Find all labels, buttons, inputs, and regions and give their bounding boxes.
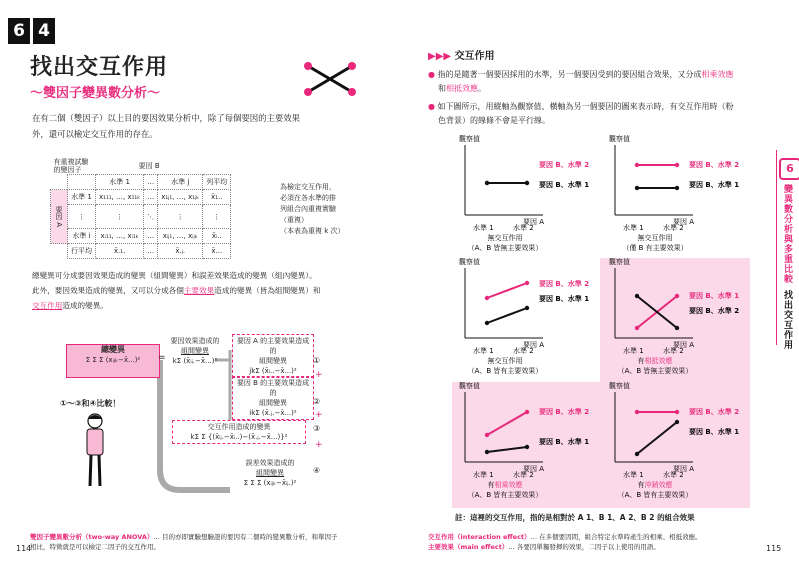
x-axis-label: 要因 A [673, 218, 695, 226]
page-title: 找出交互作用 [30, 55, 169, 80]
x-axis-label: 要因 A [673, 341, 695, 349]
intro-paragraph: 在有二個（雙因子）以上目的要因效果分析中，除了每個要因的主要效果 外，還可以檢定交互作用的存在。 [32, 113, 300, 139]
data-point [485, 296, 489, 300]
compare-note: ①〜③和④比較！ [60, 399, 121, 408]
series-label-bottom: 要因 B、水準 1 [689, 428, 740, 436]
chart-caption: 無交互作用 [637, 234, 673, 242]
charts-note: 註：這裡的交互作用，指的是相對於 A 1、B 1、A 2、B 2 的組合效果 [455, 513, 695, 522]
chart-caption-sub: （A、B 皆有主要效果） [467, 491, 543, 499]
page-number-right: 115 [766, 544, 782, 553]
y-axis-label: 觀察值 [609, 135, 630, 143]
x-tick-label: 水準 1 [623, 224, 644, 232]
chart-caption: 無交互作用 [487, 234, 523, 242]
series-label-top: 要因 B、水準 2 [689, 161, 740, 169]
series-label-top: 要因 B、水準 2 [539, 408, 590, 416]
data-point [675, 326, 679, 330]
y-axis-label: 觀察值 [459, 258, 480, 266]
plus-2: + [315, 410, 323, 420]
chapter-digit-1: 6 [8, 18, 30, 44]
num-1: ① [313, 356, 321, 365]
x-axis-label: 要因 A [523, 218, 545, 226]
right-footer: 交互作用（interaction effect）… 在多個要因間，組合特定水準時產生的相乘、相抵效應。 主要效果（main effect）… 各要因單獨發揮的效果，二因子以上使用的用語。 [428, 533, 702, 551]
error-variance-box: 誤差效果造成的 組間變異 Σ Σ Σ (xᵢⱼₖ−x̄ᵢⱼ.)² [243, 459, 297, 487]
bullet-1: ● 指的是隨著一個要因採用的水準，另一個要因受到的要因組合效果，又分成相乘效應 和相抵效應。 [428, 70, 734, 93]
y-axis-label: 觀察值 [609, 258, 630, 266]
main-effect-a-box: 要因 A 的主要效果造成的 組間變異 jkΣ (x̄ᵢ..−x̄...)² [232, 334, 314, 378]
interaction-variance-box: 交互作用造成的變異 kΣ Σ {(x̄ᵢⱼ.−x̄ᵢ..)−(x̄.ⱼ.−x̄...)}² [172, 420, 306, 444]
total-variance-box: 總變異 Σ Σ Σ (xᵢⱼₖ−x̄...)² [66, 344, 160, 378]
chart-caption-sub: （A、B 皆有主要效果） [617, 491, 693, 499]
y-axis-label: 觀察值 [459, 135, 480, 143]
plus-1: + [315, 370, 323, 380]
series-label-top: 要因 B、水準 2 [539, 280, 590, 288]
series-label-top: 要因 B、水準 2 [689, 408, 740, 416]
plus-3: + [315, 440, 323, 450]
page-subtitle: 〜雙因子變異數分析〜 [30, 86, 161, 101]
data-point [635, 452, 639, 456]
data-table: 有重複試驗 的變因子 要因 B 水準 1 … 水準 j 列平均 要因 A 水準 1 x₁₁₁, …, x₁₁ₖ … x₁ⱼ₁, …, x₁ⱼₖ x̄₁.. ⋮ ⋮ ⋱ ⋮ ⋮ 水準 i xᵢ₁₁, …, xᵢ₁ₖ … xᵢⱼ₁, …, xᵢⱼₖ x̄ᵢ.. 行平均 x̄.₁. … x̄.ⱼ. x̄... [50, 158, 231, 259]
series-line-bottom [637, 422, 677, 454]
series-line-bottom [487, 447, 527, 452]
x-axis-label: 要因 A [523, 465, 545, 473]
num-3: ③ [313, 424, 321, 433]
chart-caption: 有沖銷效應 [637, 481, 673, 489]
between-variance-box: 要因效果造成的 組間變異 kΣ (x̄ᵢⱼ.−x̄...)² [170, 337, 220, 365]
num-4: ④ [313, 466, 321, 475]
left-footer: 雙因子變異數分析（two-way ANOVA）… 目的亦即實驗想驗證的要因有二個時的變異數分析，和單因子 相比，特徵就是可以檢定二因子的交互作用。 [30, 533, 338, 551]
chapter-digit-2: 4 [33, 18, 55, 44]
data-point [485, 321, 489, 325]
data-point [525, 306, 529, 310]
data-point [675, 410, 679, 414]
series-label-top: 要因 B、水準 1 [689, 292, 740, 300]
main-effect-b-box: 要因 B 的主要效果造成的 組間變異 ikΣ (x̄.ⱼ.−x̄...)² [232, 376, 314, 420]
x-tick-label: 水準 1 [623, 471, 644, 479]
x-tick-label: 水準 1 [473, 347, 494, 355]
data-point [635, 326, 639, 330]
series-label-bottom: 要因 B、水準 2 [689, 307, 740, 315]
x-tick-label: 水準 2 [513, 347, 534, 355]
data-point [635, 186, 639, 190]
data-point [675, 294, 679, 298]
x-tick-label: 水準 2 [513, 224, 534, 232]
data-point [525, 410, 529, 414]
data-point [525, 445, 529, 449]
series-label-bottom: 要因 B、水準 1 [539, 181, 590, 189]
series-label-top: 要因 B、水準 2 [539, 161, 590, 169]
chart-caption: 無交互作用 [487, 357, 523, 365]
chart-caption-sub: （A、B 皆有主要效果） [467, 367, 543, 375]
chart-caption-sub: （A、B 皆無主要效果） [617, 367, 693, 375]
variance-paragraph: 總變異可分成要因效果造成的變異（組間變異）和誤差效果造成的變異（組內變異）。 此外，要因效果造成的變異，又可以分成各個主要效果造成的變異（皆為組間變異）和 交互作用造成的變異。 [32, 271, 321, 310]
x-tick-label: 水準 2 [663, 224, 684, 232]
series-line-top [487, 283, 527, 298]
data-point [635, 163, 639, 167]
x-tick-label: 水準 2 [663, 471, 684, 479]
series-line-bottom [487, 308, 527, 323]
sidebar-section-title: 找出交互作用 [782, 290, 792, 350]
x-tick-label: 水準 2 [663, 347, 684, 355]
series-label-bottom: 要因 B、水準 1 [689, 181, 740, 189]
chart-caption: 有相乘效應 [487, 481, 523, 489]
series-label-bottom: 要因 B、水準 1 [539, 295, 590, 303]
page-number-left: 114 [16, 544, 32, 553]
data-point [675, 420, 679, 424]
chart-caption-sub: （A、B 皆無主要效果） [467, 244, 543, 252]
bullet-2: ● 如下圖所示，用縱軸為觀察值、橫軸為另一個要因的圖來表示時，有交互作用時（粉 色背景）的線條不會是平行線。 [428, 102, 734, 125]
sidebar-chapter-num: 6 [779, 158, 799, 180]
data-point [525, 281, 529, 285]
table-side-note: 為檢定交互作用， 必須在各水準的排 列組合內重複實驗 （重複） （本表為重複 k 次） [280, 183, 345, 235]
data-point [635, 294, 639, 298]
chart-caption: 有相抵效應 [637, 357, 673, 365]
series-line-top [487, 412, 527, 435]
data-point [525, 181, 529, 185]
data-point [635, 410, 639, 414]
num-2: ② [313, 397, 321, 406]
data-point [485, 450, 489, 454]
x-tick-label: 水準 2 [513, 471, 534, 479]
chart-caption-sub: （僅 B 有主要效果） [622, 244, 688, 252]
x-tick-label: 水準 1 [623, 347, 644, 355]
y-axis-label: 觀察值 [459, 382, 480, 390]
series-label-bottom: 要因 B、水準 1 [539, 438, 590, 446]
x-axis-label: 要因 A [673, 465, 695, 473]
data-point [675, 186, 679, 190]
data-point [485, 433, 489, 437]
x-axis-label: 要因 A [523, 341, 545, 349]
x-tick-label: 水準 1 [473, 224, 494, 232]
x-tick-label: 水準 1 [473, 471, 494, 479]
sidebar-chapter-title: 變異數分析與多重比較 [782, 184, 792, 284]
section-heading: ▶▶▶ 交互作用 [428, 51, 495, 62]
data-point [485, 181, 489, 185]
data-point [675, 163, 679, 167]
y-axis-label: 觀察值 [609, 382, 630, 390]
equals-sign: = [158, 353, 166, 363]
